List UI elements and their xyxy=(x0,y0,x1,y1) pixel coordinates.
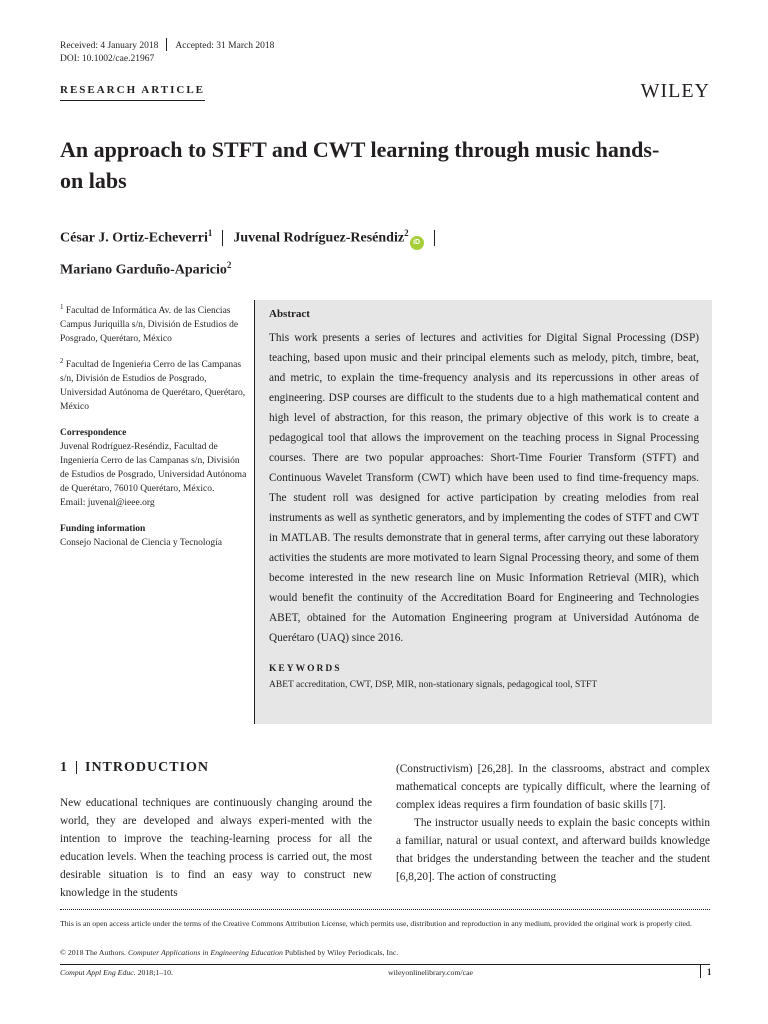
copyright-journal: Computer Applications in Engineering Education xyxy=(127,948,283,957)
affiliation-1 xyxy=(60,300,248,346)
intro-heading xyxy=(60,760,209,776)
article-dates xyxy=(60,38,274,53)
article-sidebar xyxy=(60,300,248,550)
intro-column-1: New educational techniques are continuously changing around the world, they are developed and always experi-mented with the intention to improve the teaching-learning process for all the education levels. When the teaching process is carried out, the most desirable situation is to find an easy way to construct new knowledge in the students xyxy=(60,797,372,899)
license-notice: This is an open access article under the terms of the Creative Commons Attribution License, which permits use, distribution and reproduction in any medium, provided the original work is properly cited. xyxy=(60,919,692,928)
intro-column-2 xyxy=(396,760,710,886)
abstract-content xyxy=(269,308,699,690)
intro-col2-paragraph-1: (Constructivism) [26,28]. In the classrooms, abstract and complex mathematical concepts are typically difficult, where the learning of complex ideas requires a firm foundation of basic skills [7]. xyxy=(396,763,710,811)
correspondence-text: Juvenal Rodríguez-Reséndiz, Facultad de Ingeniería Cerro de las Campanas s/n, División de Estudios de Posgrado, Universidad Autónoma de Querétaro, 76010 Querétaro, México. xyxy=(60,442,247,495)
journal-citation xyxy=(60,968,173,977)
intro-number: 1 xyxy=(60,760,68,775)
author-3: Mariano Garduño-Aparicio xyxy=(60,262,227,278)
affiliation-2-text: Facultad de Ingenieŕıa Cerro de las Campanas s/n, División de Estudios de Posgrado, Universidad Autónoma de Querétaro, Querétaro, México xyxy=(60,360,246,413)
footer-rule xyxy=(60,964,710,965)
page-number-bar xyxy=(700,964,701,978)
article-title: An approach to STFT and CWT learning through music hands-on labs xyxy=(60,137,660,193)
section-label-text: RESEARCH ARTICLE xyxy=(60,84,206,96)
section-label-underline xyxy=(60,100,205,101)
page-number xyxy=(700,964,712,978)
correspondence-heading: Correspondence xyxy=(60,428,127,439)
keywords-text: ABET accreditation, CWT, DSP, MIR, non-stationary signals, pedagogical tool, STFT xyxy=(269,680,598,690)
section-label xyxy=(60,84,205,101)
affiliation-1-text: Facultad de Informática Av. de las Ciencias Campus Juriquilla s/n, División de Estudios de Posgrado, Querétaro, México xyxy=(60,306,239,345)
funding-text: Consejo Nacional de Ciencia y Tecnología xyxy=(60,538,222,549)
intro-title: INTRODUCTION xyxy=(85,760,210,775)
publisher-logo: WILEY xyxy=(640,80,710,102)
author-2: Juvenal Rodríguez-Reséndiz xyxy=(233,230,405,246)
footnote-divider xyxy=(60,909,710,910)
journal-url[interactable]: wileyonlinelibrary.com/cae xyxy=(388,968,474,977)
page-number-text: 1 xyxy=(707,967,712,977)
author-1-affiliation: 1 xyxy=(207,228,213,238)
author-1: César J. Ortiz-Echeverri xyxy=(60,230,208,246)
copyright-post: Published by Wiley Periodicals, Inc. xyxy=(284,948,399,957)
keywords-heading: KEYWORDS xyxy=(269,664,342,674)
author-2-affiliation: 2 xyxy=(404,228,409,238)
affiliation-1-marker: 1 xyxy=(60,303,64,311)
orcid-icon[interactable]: iD xyxy=(410,236,424,250)
intro-col2-paragraph-2: The instructor usually needs to explain the basic concepts within a familiar, natural or usual context, and afterward builds knowledge that bridges the understanding between the teacher and the student [6,8,20]. The action of constructing xyxy=(396,817,710,883)
received-date: Received: 4 January 2018 xyxy=(60,41,159,51)
copyright-pre: © 2018 The Authors. xyxy=(60,948,126,957)
abstract-text: This work presents a series of lectures and activities for Digital Signal Processing (DSP) teaching, based upon music and their principal elements such as melody, pitch, timbre, beat, and metric, to explain the time-frequency analysis and its repercussions in other areas of engineering. DSP courses are difficult to the students due to a high mathematical content and high level of abstraction, for this reason, the primary objective of this work is to create a pedagogical tool that allows the improvement on the teaching process in Signal Processing courses. There are two popular approaches: Short-Time Fourier Transform (STFT) and Continuous Wavelet Transform (CWT) which have been used to find time-frequency maps. The student roll was designed for active participation by creating melodies from real instruments as well as synthetic generators, and by implementing the codes of STFT and CWT in MATLAB. The results demonstrate that in general terms, after carrying out these laboratory activities the students are more motivated to learn Signal Processing theory, and some of them become interested in the new research line on Music Information Retrieval (MIR), which would benefit the continuity of the Accreditation Board for Engineering and Technologies ABET, obtained for the Automation Engineering program at Universidad Autónoma de Querétaro (UAQ) since 2016. xyxy=(269,332,699,644)
abstract-heading: Abstract xyxy=(269,308,310,320)
funding-heading: Funding information xyxy=(60,524,146,535)
abstract-rule xyxy=(254,300,255,724)
doi: DOI: 10.1002/cae.21967 xyxy=(60,54,155,64)
abstract-box xyxy=(254,300,712,724)
journal-year-pages: 2018;1–10. xyxy=(137,968,173,977)
copyright-notice xyxy=(60,948,710,957)
author-3-affiliation: 2 xyxy=(226,259,232,270)
accepted-date: Accepted: 31 March 2018 xyxy=(175,41,275,51)
author-list xyxy=(60,220,700,283)
affiliation-2-marker: 2 xyxy=(60,357,64,366)
correspondence-email[interactable]: Email: juvenal@ieee.org xyxy=(60,498,155,509)
journal-abbrev: Comput Appl Eng Educ. xyxy=(60,968,136,977)
affiliation-2 xyxy=(60,354,248,414)
